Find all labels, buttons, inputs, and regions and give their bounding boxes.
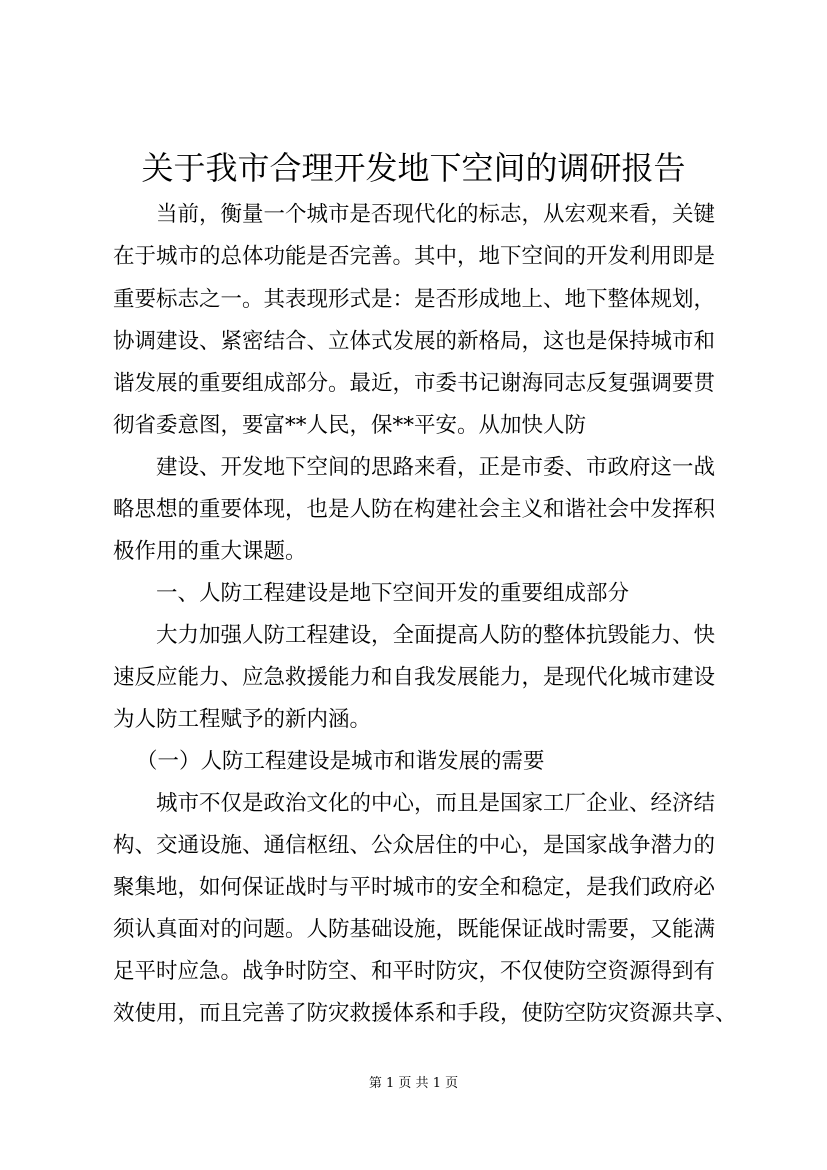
body-line: 城市不仅是政治文化的中心，而且是国家工厂企业、经济结 (156, 791, 716, 816)
body-line: 协调建设、紧密结合、立体式发展的新格局，这也是保持城市和 (113, 329, 716, 354)
body-line: 当前，衡量一个城市是否现代化的标志，从宏观来看，关键 (156, 202, 716, 227)
body-line: 须认真面对的问题。人防基础设施，既能保证战时需要，又能满 (113, 917, 716, 942)
body-line: 彻省委意图，要富**人民，保**平安。从加快人防 (113, 413, 587, 438)
body-line: 大力加强人防工程建设，全面提高人防的整体抗毁能力、快 (156, 623, 716, 648)
body-line: 聚集地，如何保证战时与平时城市的安全和稳定，是我们政府必 (113, 875, 716, 900)
body-line: 为人防工程赋予的新内涵。 (113, 707, 372, 732)
body-line: 构、交通设施、通信枢纽、公众居住的中心，是国家战争潜力的 (113, 833, 716, 858)
body-line: 效使用，而且完善了防灾救援体系和手段，使防空防灾资源共享、 (113, 1001, 737, 1026)
body-line: 建设、开发地下空间的思路来看，正是市委、市政府这一战 (156, 455, 716, 480)
body-line: 在于城市的总体功能是否完善。其中，地下空间的开发利用即是 (113, 244, 716, 269)
body-line: 足平时应急。战争时防空、和平时防灾，不仅使防空资源得到有 (113, 959, 716, 984)
section-heading: 一、人防工程建设是地下空间开发的重要组成部分 (156, 581, 630, 606)
body-line: 重要标志之一。其表现形式是：是否形成地上、地下整体规划， (113, 287, 716, 312)
page-number-footer: 第 1 页 共 1 页 (368, 1076, 459, 1091)
body-line: 速反应能力、应急救援能力和自我发展能力，是现代化城市建设 (113, 665, 716, 690)
body-line: 谐发展的重要组成部分。最近，市委书记谢海同志反复强调要贯 (113, 371, 716, 396)
body-line: 极作用的重大课题。 (113, 539, 307, 564)
document-title: 关于我市合理开发地下空间的调研报告 (141, 149, 686, 187)
body-line: 略思想的重要体现，也是人防在构建社会主义和谐社会中发挥积 (113, 497, 716, 522)
subsection-heading: （一）人防工程建设是城市和谐发展的需要 (136, 749, 545, 774)
